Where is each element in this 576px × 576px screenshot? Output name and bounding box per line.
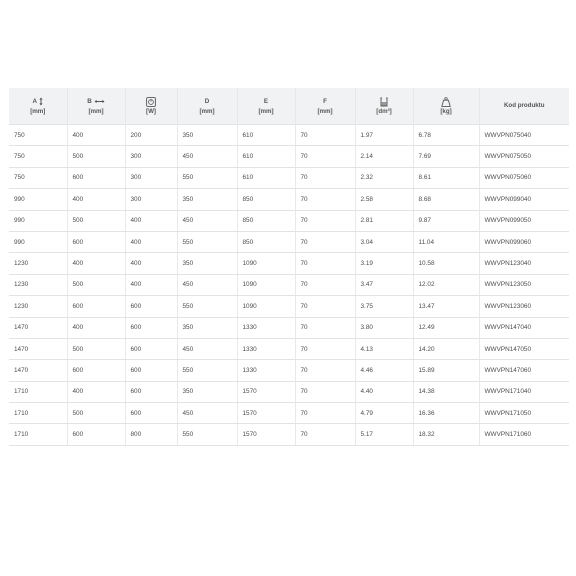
cell-product-code: WWVPN099060 <box>479 231 569 252</box>
cell-b: 500 <box>67 210 125 231</box>
cell-d: 550 <box>177 424 237 445</box>
cell-power: 400 <box>125 231 177 252</box>
column-f-unit: [mm] <box>317 107 333 115</box>
cell-d: 450 <box>177 403 237 424</box>
vertical-arrow-icon <box>39 97 43 106</box>
cell-volume: 3.80 <box>355 317 413 338</box>
cell-f: 70 <box>295 360 355 381</box>
table-row <box>9 403 569 424</box>
column-header-d <box>177 88 237 125</box>
cell-power: 600 <box>125 338 177 359</box>
cell-a: 990 <box>9 210 67 231</box>
cell-f: 70 <box>295 125 355 146</box>
column-header-b <box>67 88 125 125</box>
cell-a: 1230 <box>9 274 67 295</box>
cell-weight: 16.36 <box>413 403 479 424</box>
cell-volume: 4.46 <box>355 360 413 381</box>
cell-d: 450 <box>177 146 237 167</box>
cell-volume: 2.81 <box>355 210 413 231</box>
cell-weight: 9.87 <box>413 210 479 231</box>
cell-b: 400 <box>67 253 125 274</box>
cell-weight: 18.32 <box>413 424 479 445</box>
cell-b: 600 <box>67 296 125 317</box>
cell-volume: 2.32 <box>355 167 413 188</box>
column-a-unit: [mm] <box>30 107 46 115</box>
weight-icon <box>441 97 451 107</box>
cell-d: 450 <box>177 338 237 359</box>
cell-d: 350 <box>177 381 237 402</box>
cell-e: 850 <box>237 231 295 252</box>
horizontal-arrow-icon <box>94 99 105 104</box>
cell-volume: 3.75 <box>355 296 413 317</box>
cell-volume: 5.17 <box>355 424 413 445</box>
cell-product-code: WWVPN075040 <box>479 125 569 146</box>
cell-a: 1710 <box>9 424 67 445</box>
cell-e: 1090 <box>237 253 295 274</box>
cell-b: 400 <box>67 381 125 402</box>
cell-volume: 4.13 <box>355 338 413 359</box>
cell-f: 70 <box>295 296 355 317</box>
table-header-row <box>9 88 569 125</box>
cell-e: 1090 <box>237 296 295 317</box>
cell-product-code: WWVPN147040 <box>479 317 569 338</box>
cell-a: 1470 <box>9 338 67 359</box>
cell-weight: 12.49 <box>413 317 479 338</box>
column-header-f <box>295 88 355 125</box>
column-d-unit: [mm] <box>199 107 215 115</box>
column-header-e <box>237 88 295 125</box>
cell-d: 450 <box>177 210 237 231</box>
cell-power: 600 <box>125 381 177 402</box>
cell-volume: 3.04 <box>355 231 413 252</box>
cell-power: 600 <box>125 317 177 338</box>
cell-d: 550 <box>177 296 237 317</box>
cell-power: 200 <box>125 125 177 146</box>
cell-f: 70 <box>295 403 355 424</box>
cell-a: 990 <box>9 189 67 210</box>
cell-power: 300 <box>125 146 177 167</box>
cell-product-code: WWVPN123050 <box>479 274 569 295</box>
cell-product-code: WWVPN075050 <box>479 146 569 167</box>
cell-b: 600 <box>67 424 125 445</box>
cell-weight: 8.68 <box>413 189 479 210</box>
cell-e: 1330 <box>237 360 295 381</box>
cell-e: 610 <box>237 167 295 188</box>
cell-volume: 3.47 <box>355 274 413 295</box>
cell-a: 750 <box>9 125 67 146</box>
table-row <box>9 338 569 359</box>
cell-f: 70 <box>295 274 355 295</box>
column-a-label: A <box>32 97 37 105</box>
cell-power: 400 <box>125 210 177 231</box>
cell-a: 750 <box>9 146 67 167</box>
cell-weight: 7.69 <box>413 146 479 167</box>
power-box-icon <box>146 97 156 107</box>
column-weight-unit: [kg] <box>440 107 452 115</box>
cell-e: 850 <box>237 210 295 231</box>
cell-product-code: WWVPN171040 <box>479 381 569 402</box>
cell-weight: 8.61 <box>413 167 479 188</box>
column-d-label: D <box>204 97 210 105</box>
cell-d: 450 <box>177 274 237 295</box>
cell-weight: 10.58 <box>413 253 479 274</box>
cell-f: 70 <box>295 424 355 445</box>
cell-d: 550 <box>177 231 237 252</box>
cell-b: 500 <box>67 274 125 295</box>
table-row <box>9 146 569 167</box>
cell-volume: 4.79 <box>355 403 413 424</box>
column-b-label: B <box>87 97 92 105</box>
product-spec-table <box>9 88 569 446</box>
cell-power: 400 <box>125 274 177 295</box>
cell-d: 550 <box>177 167 237 188</box>
cell-power: 600 <box>125 360 177 381</box>
cell-a: 1710 <box>9 403 67 424</box>
column-b-unit: [mm] <box>88 107 104 115</box>
cell-power: 400 <box>125 253 177 274</box>
cell-product-code: WWVPN099050 <box>479 210 569 231</box>
column-header-weight <box>413 88 479 125</box>
product-spec-table-wrap <box>9 88 569 446</box>
cell-f: 70 <box>295 189 355 210</box>
cell-f: 70 <box>295 338 355 359</box>
cell-a: 1470 <box>9 317 67 338</box>
column-f-label: F <box>323 97 327 105</box>
table-row <box>9 231 569 252</box>
cell-power: 600 <box>125 403 177 424</box>
cell-d: 350 <box>177 317 237 338</box>
table-body <box>9 125 569 446</box>
cell-volume: 1.97 <box>355 125 413 146</box>
cell-weight: 14.38 <box>413 381 479 402</box>
cell-product-code: WWVPN075060 <box>479 167 569 188</box>
cell-b: 500 <box>67 338 125 359</box>
cell-product-code: WWVPN147050 <box>479 338 569 359</box>
cell-product-code: WWVPN123040 <box>479 253 569 274</box>
cell-b: 400 <box>67 125 125 146</box>
table-row <box>9 296 569 317</box>
cell-e: 1570 <box>237 424 295 445</box>
column-volume-unit: [dm³] <box>376 107 392 115</box>
column-power-unit: [W] <box>146 107 156 115</box>
cell-power: 800 <box>125 424 177 445</box>
cell-f: 70 <box>295 317 355 338</box>
column-e-unit: [mm] <box>258 107 274 115</box>
cell-a: 750 <box>9 167 67 188</box>
cell-e: 1090 <box>237 274 295 295</box>
cell-f: 70 <box>295 167 355 188</box>
table-row <box>9 381 569 402</box>
cell-weight: 11.04 <box>413 231 479 252</box>
column-header-volume <box>355 88 413 125</box>
cell-volume: 2.14 <box>355 146 413 167</box>
volume-container-icon <box>380 97 388 107</box>
cell-b: 600 <box>67 231 125 252</box>
table-row <box>9 210 569 231</box>
cell-e: 610 <box>237 125 295 146</box>
cell-b: 600 <box>67 360 125 381</box>
cell-e: 850 <box>237 189 295 210</box>
table-row <box>9 253 569 274</box>
cell-a: 990 <box>9 231 67 252</box>
column-product-code-label: Kod produktu <box>503 102 545 109</box>
cell-power: 600 <box>125 296 177 317</box>
cell-e: 1570 <box>237 403 295 424</box>
cell-volume: 3.19 <box>355 253 413 274</box>
cell-e: 1570 <box>237 381 295 402</box>
cell-f: 70 <box>295 210 355 231</box>
cell-d: 350 <box>177 189 237 210</box>
cell-a: 1230 <box>9 296 67 317</box>
cell-product-code: WWVPN171050 <box>479 403 569 424</box>
cell-product-code: WWVPN123060 <box>479 296 569 317</box>
cell-b: 400 <box>67 317 125 338</box>
cell-d: 350 <box>177 125 237 146</box>
cell-f: 70 <box>295 231 355 252</box>
column-e-label: E <box>263 97 269 105</box>
table-row <box>9 424 569 445</box>
cell-product-code: WWVPN171060 <box>479 424 569 445</box>
column-header-power <box>125 88 177 125</box>
cell-power: 300 <box>125 189 177 210</box>
cell-weight: 13.47 <box>413 296 479 317</box>
table-row <box>9 274 569 295</box>
table-row <box>9 317 569 338</box>
cell-b: 500 <box>67 403 125 424</box>
cell-f: 70 <box>295 381 355 402</box>
cell-weight: 6.78 <box>413 125 479 146</box>
column-header-product-code <box>479 88 569 125</box>
cell-b: 600 <box>67 167 125 188</box>
column-header-a <box>9 88 67 125</box>
cell-power: 300 <box>125 167 177 188</box>
cell-b: 400 <box>67 189 125 210</box>
cell-e: 1330 <box>237 317 295 338</box>
cell-f: 70 <box>295 253 355 274</box>
cell-a: 1710 <box>9 381 67 402</box>
cell-a: 1470 <box>9 360 67 381</box>
table-row <box>9 167 569 188</box>
table-row <box>9 125 569 146</box>
cell-product-code: WWVPN147060 <box>479 360 569 381</box>
table-row <box>9 189 569 210</box>
cell-d: 350 <box>177 253 237 274</box>
cell-product-code: WWVPN099040 <box>479 189 569 210</box>
cell-a: 1230 <box>9 253 67 274</box>
cell-b: 500 <box>67 146 125 167</box>
cell-weight: 12.02 <box>413 274 479 295</box>
cell-f: 70 <box>295 146 355 167</box>
cell-e: 1330 <box>237 338 295 359</box>
cell-weight: 14.20 <box>413 338 479 359</box>
cell-volume: 4.40 <box>355 381 413 402</box>
cell-e: 610 <box>237 146 295 167</box>
cell-weight: 15.89 <box>413 360 479 381</box>
cell-volume: 2.58 <box>355 189 413 210</box>
table-row <box>9 360 569 381</box>
cell-d: 550 <box>177 360 237 381</box>
